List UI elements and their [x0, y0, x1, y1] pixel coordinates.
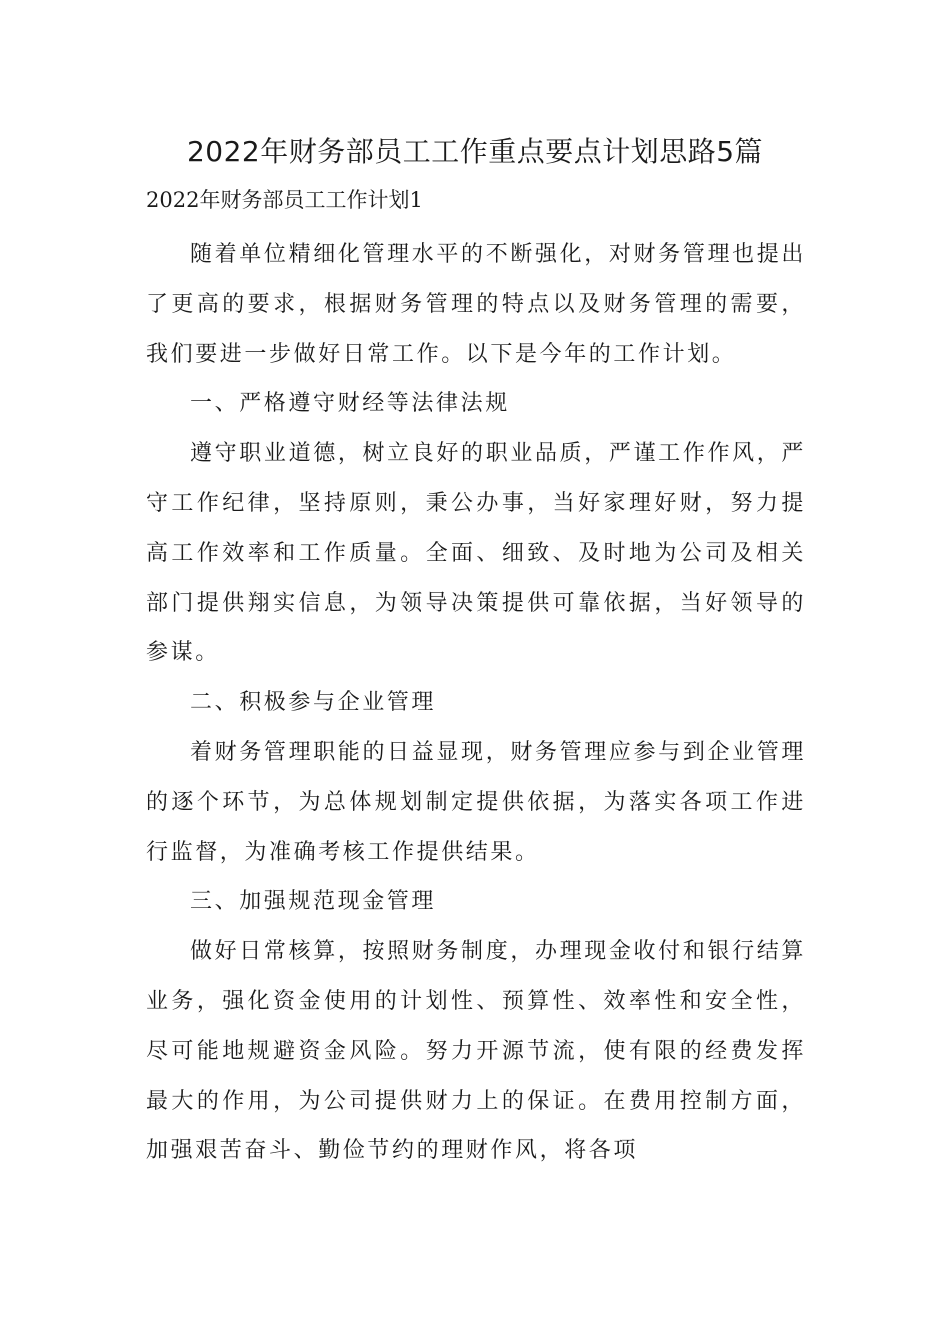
document-body: [146, 230, 806, 1176]
section-heading-2: 二、积极参与企业管理: [190, 690, 437, 716]
section-heading-1: 一、严格遵守财经等法律法规: [190, 391, 510, 417]
section-heading-3: 三、加强规范现金管理: [190, 889, 437, 915]
section-paragraph-1: 遵守职业道德，树立良好的职业品质，严谨工作作风，严守工作纪律，坚持原则，秉公办事，当好家理好财，努力提高工作效率和工作质量。全面、细致、及时地为公司及相关部门提供翔实信息，为领导决策提供可靠依据，当好领导的参谋。: [146, 441, 806, 666]
document-title: 2022年财务部员工工作重点要点计划思路5篇: [186, 135, 764, 168]
section-paragraph-2: 着财务管理职能的日益显现，财务管理应参与到企业管理的逐个环节，为总体规划制定提供依据，为落实各项工作进行监督，为准确考核工作提供结果。: [146, 739, 806, 865]
intro-paragraph: 随着单位精细化管理水平的不断强化，对财务管理也提出了更高的要求，根据财务管理的特点以及财务管理的需要，我们要进一步做好日常工作。以下是今年的工作计划。: [146, 242, 806, 367]
section-paragraph-3: 做好日常核算，按照财务制度，办理现金收付和银行结算业务，强化资金使用的计划性、预算性、效率性和安全性，尽可能地规避资金风险。努力开源节流，使有限的经费发挥最大的作用，为公司提供财力上的保证。在费用控制方面，加强艰苦奋斗、勤俭节约的理财作风，将各项: [146, 939, 806, 1164]
document-subtitle: 2022年财务部员工工作计划1: [146, 188, 423, 212]
